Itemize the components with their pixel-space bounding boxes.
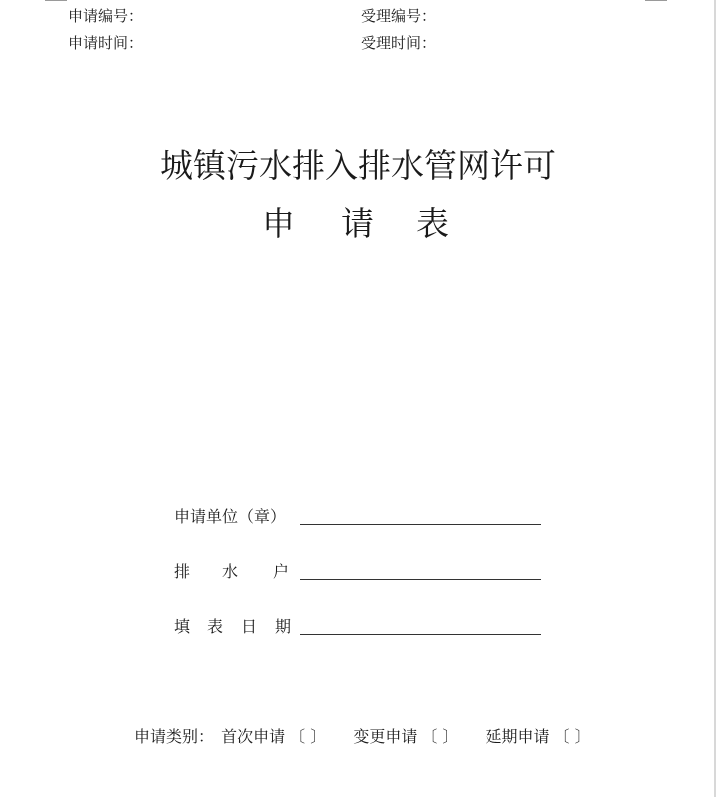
- application-category-row: [134, 727, 591, 747]
- application-time-label: 申请时间：: [68, 34, 144, 52]
- drainage-household-label-char: 排: [174, 562, 191, 581]
- category-checkbox[interactable]: 〔 〕: [553, 727, 591, 746]
- document-subtitle-char: 请: [341, 204, 374, 243]
- category-option-extension-application[interactable]: [486, 727, 591, 747]
- applicant-unit-field[interactable]: [300, 524, 541, 525]
- document-title: 城镇污水排入排水管网许可: [160, 146, 556, 185]
- category-option-label: 延期申请: [485, 727, 550, 746]
- page-corner-mark-right: [645, 0, 667, 1]
- category-option-change-application[interactable]: [353, 727, 458, 747]
- applicant-unit-label: 申请单位（章）: [174, 507, 287, 526]
- fill-date-field[interactable]: [300, 634, 541, 635]
- document-subtitle-char: 表: [416, 204, 449, 243]
- page-corner-mark-left: [45, 0, 67, 1]
- fill-date-label-char: 日: [241, 617, 258, 636]
- acceptance-time-label: 受理时间：: [361, 34, 437, 52]
- application-number-label: 申请编号：: [68, 7, 144, 25]
- application-category-label: 申请类别：: [134, 727, 215, 746]
- fill-date-label-char: 表: [207, 617, 224, 636]
- fill-date-label-char: 期: [275, 617, 292, 636]
- category-checkbox[interactable]: 〔 〕: [421, 727, 459, 746]
- drainage-household-label-char: 户: [273, 562, 290, 581]
- drainage-household-label-char: 水: [222, 562, 239, 581]
- category-option-first-application[interactable]: [221, 727, 326, 747]
- acceptance-number-label: 受理编号：: [361, 7, 437, 25]
- category-checkbox[interactable]: 〔 〕: [289, 727, 327, 746]
- drainage-household-field[interactable]: [300, 579, 541, 580]
- fill-date-label-char: 填: [174, 617, 191, 636]
- document-subtitle-char: 申: [262, 204, 295, 243]
- category-option-label: 首次申请: [221, 727, 286, 746]
- category-option-label: 变更申请: [353, 727, 418, 746]
